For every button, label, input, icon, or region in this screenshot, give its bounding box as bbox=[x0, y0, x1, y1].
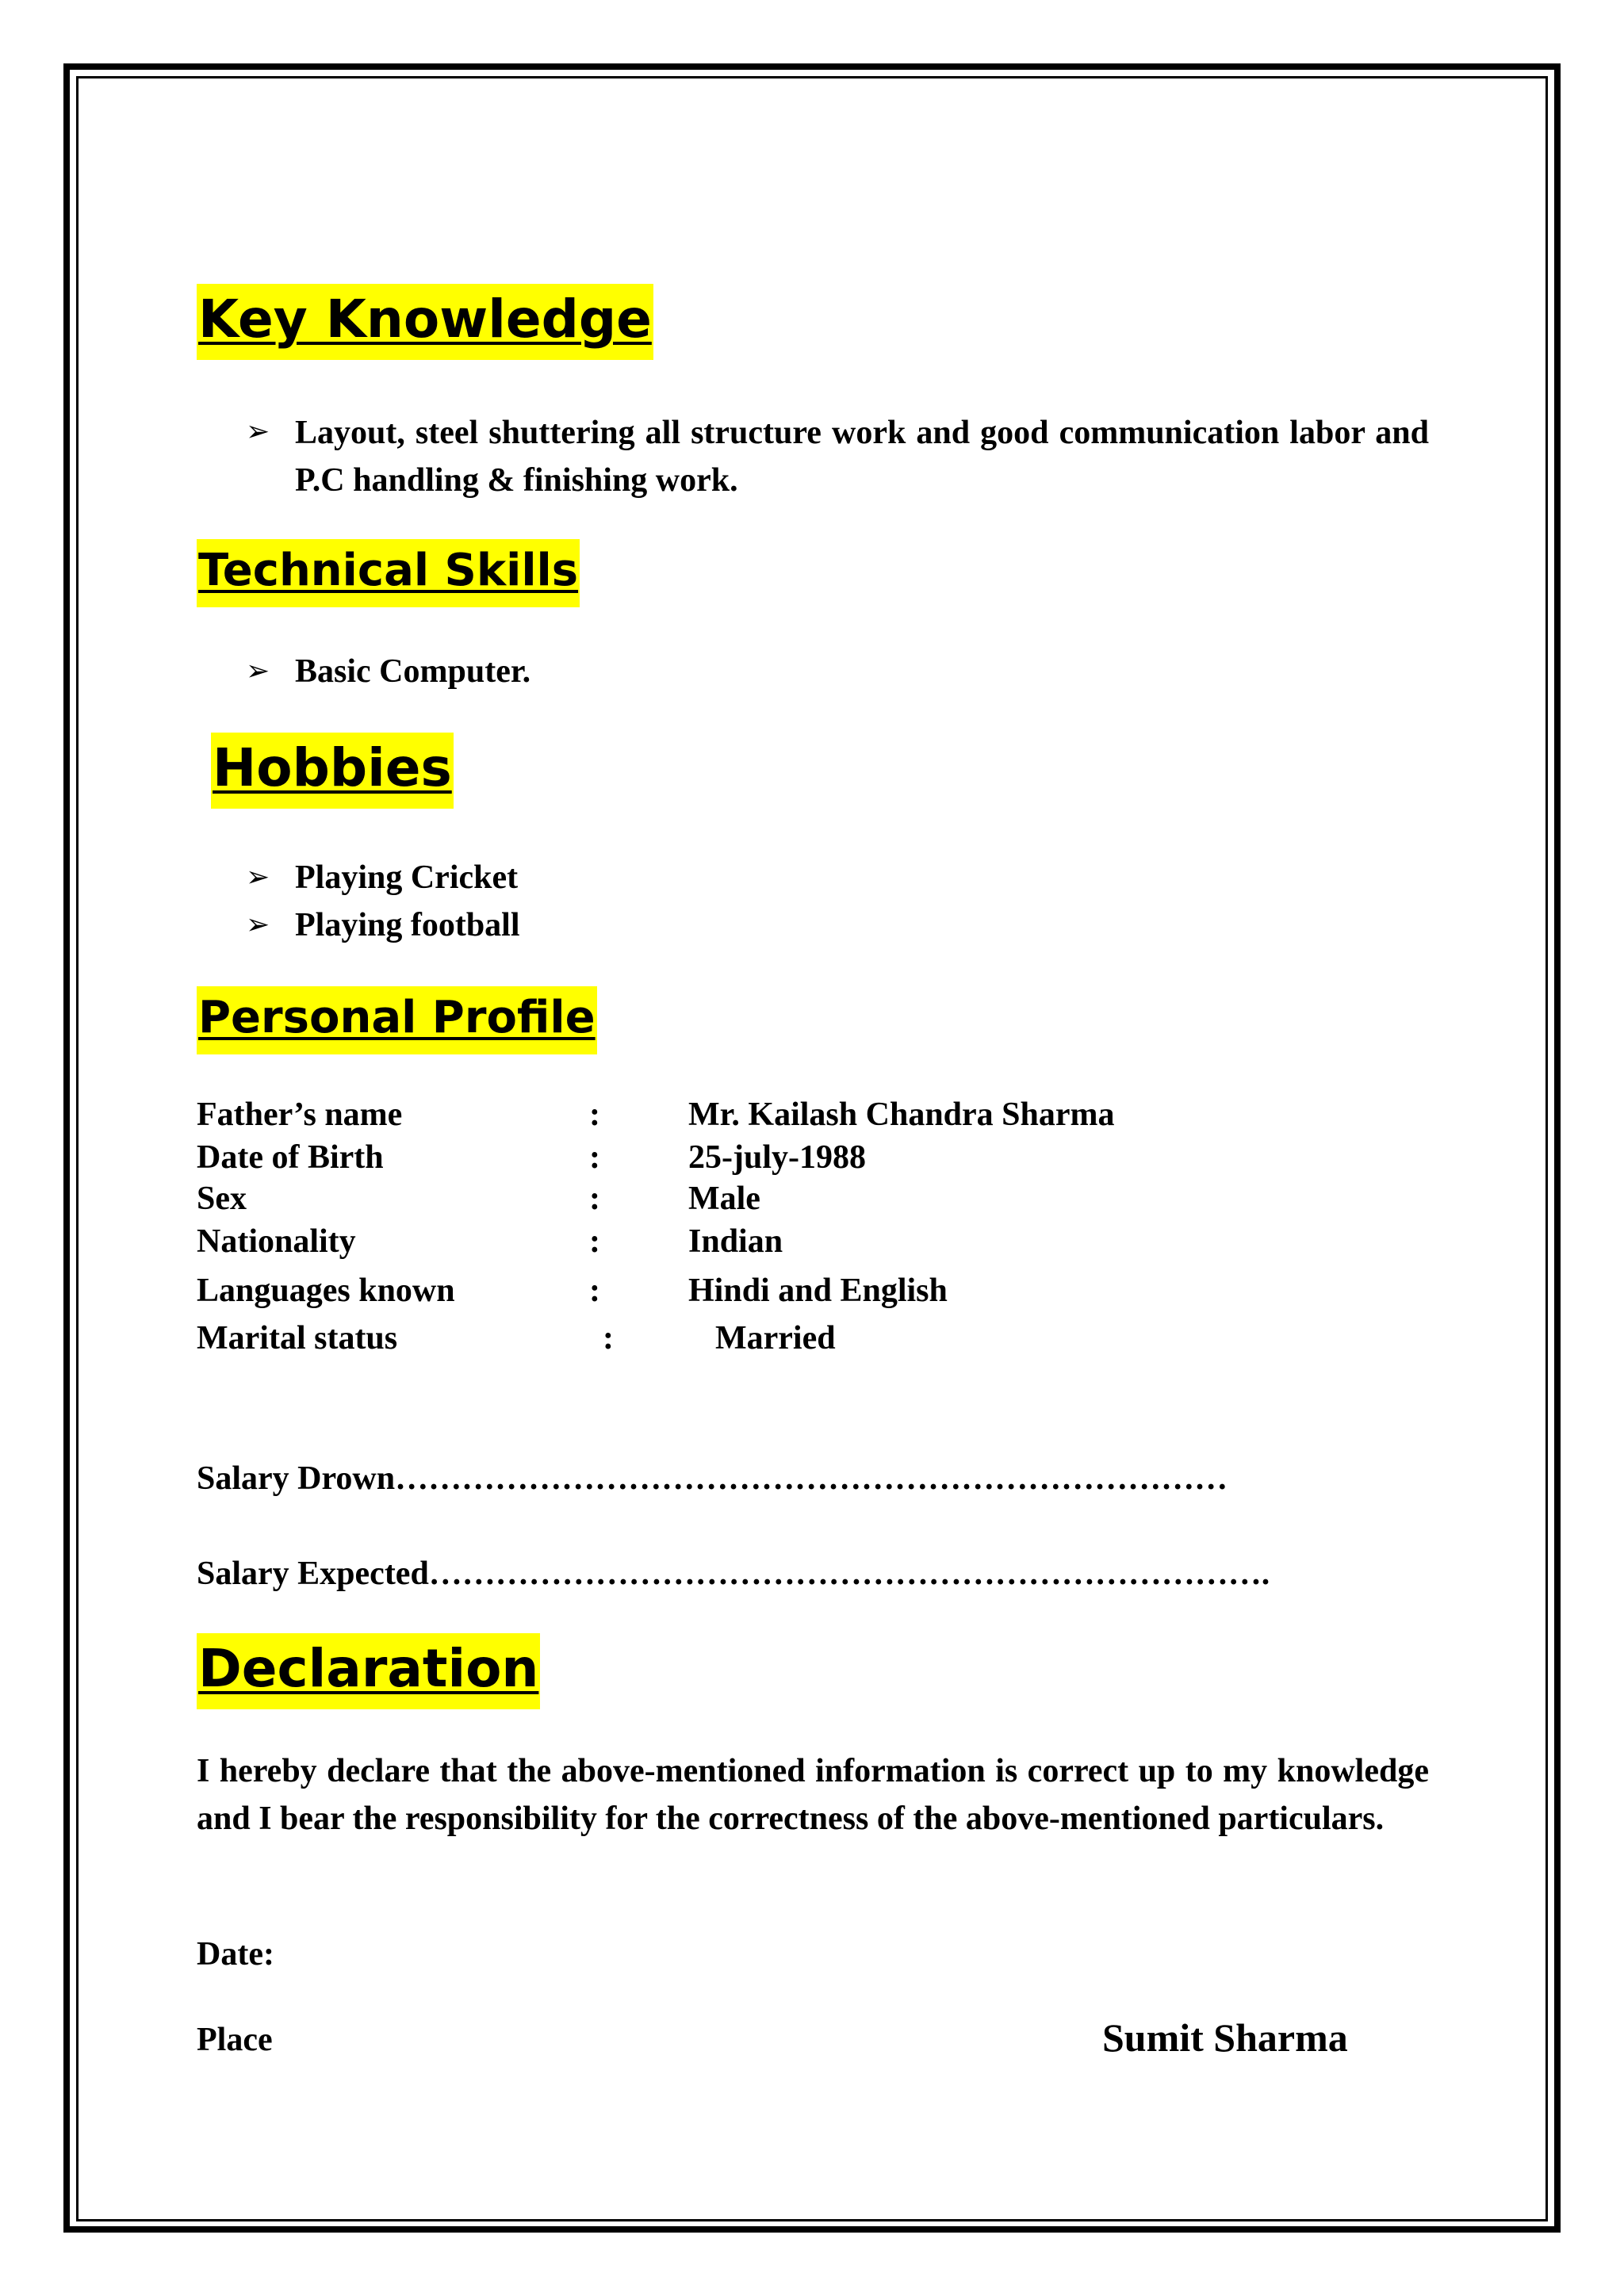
hobby-text: Playing football bbox=[295, 907, 520, 943]
salary-drawn-line: Salary Drown………………………………………………………………… bbox=[197, 1460, 1228, 1497]
place-label: Place bbox=[197, 2022, 273, 2058]
profile-label: Languages known bbox=[197, 1272, 455, 1309]
profile-value: Indian bbox=[688, 1223, 783, 1260]
profile-label: Date of Birth bbox=[197, 1139, 384, 1176]
arrow-bullet-icon: ➢ bbox=[246, 655, 270, 687]
hobby-text: Playing Cricket bbox=[295, 859, 519, 896]
profile-row-date-of-birth bbox=[197, 1138, 1307, 1183]
salary-expected-line: Salary Expected…………………………………………………………………. bbox=[197, 1556, 1270, 1592]
arrow-bullet-icon: ➢ bbox=[246, 415, 270, 448]
profile-label: Sex bbox=[197, 1181, 247, 1217]
profile-row-nationality bbox=[197, 1223, 1307, 1267]
technical-skill-text: Basic Computer. bbox=[295, 653, 531, 690]
profile-label: Father’s name bbox=[197, 1096, 403, 1133]
profile-value: Hindi and English bbox=[688, 1272, 948, 1309]
key-knowledge-heading: Key Knowledge bbox=[197, 284, 653, 360]
profile-colon: : bbox=[589, 1181, 600, 1217]
profile-label: Marital status bbox=[197, 1320, 398, 1357]
arrow-bullet-icon: ➢ bbox=[246, 861, 270, 894]
profile-value: Married bbox=[715, 1320, 836, 1357]
profile-colon: : bbox=[589, 1139, 600, 1176]
technical-skills-heading: Technical Skills bbox=[197, 539, 580, 607]
key-knowledge-text: Layout, steel shuttering all structure work and good communication labor and P.C handling & finishing work. bbox=[295, 415, 1429, 499]
profile-row-languages bbox=[197, 1272, 1307, 1316]
profile-value: Male bbox=[688, 1181, 760, 1217]
profile-row-fathers-name bbox=[197, 1096, 1307, 1140]
profile-row-sex bbox=[197, 1180, 1307, 1224]
profile-colon: : bbox=[589, 1272, 600, 1309]
declaration-heading: Declaration bbox=[197, 1633, 540, 1709]
arrow-bullet-icon: ➢ bbox=[246, 909, 270, 941]
personal-profile-heading: Personal Profile bbox=[197, 986, 597, 1054]
profile-label: Nationality bbox=[197, 1223, 356, 1260]
profile-colon: : bbox=[603, 1320, 614, 1357]
signature-name: Sumit Sharma bbox=[1102, 2015, 1348, 2060]
profile-colon: : bbox=[589, 1096, 600, 1133]
profile-value: 25-july-1988 bbox=[688, 1139, 866, 1176]
profile-colon: : bbox=[589, 1223, 600, 1260]
hobbies-heading: Hobbies bbox=[211, 733, 454, 809]
declaration-text: I hereby declare that the above-mentioned information is correct up to my knowledge and I bear the responsibility for the correctness of the above-mentioned particulars. bbox=[197, 1753, 1429, 1837]
date-label: Date: bbox=[197, 1936, 274, 1973]
profile-row-marital-status bbox=[197, 1319, 1307, 1364]
profile-value: Mr. Kailash Chandra Sharma bbox=[688, 1096, 1115, 1133]
